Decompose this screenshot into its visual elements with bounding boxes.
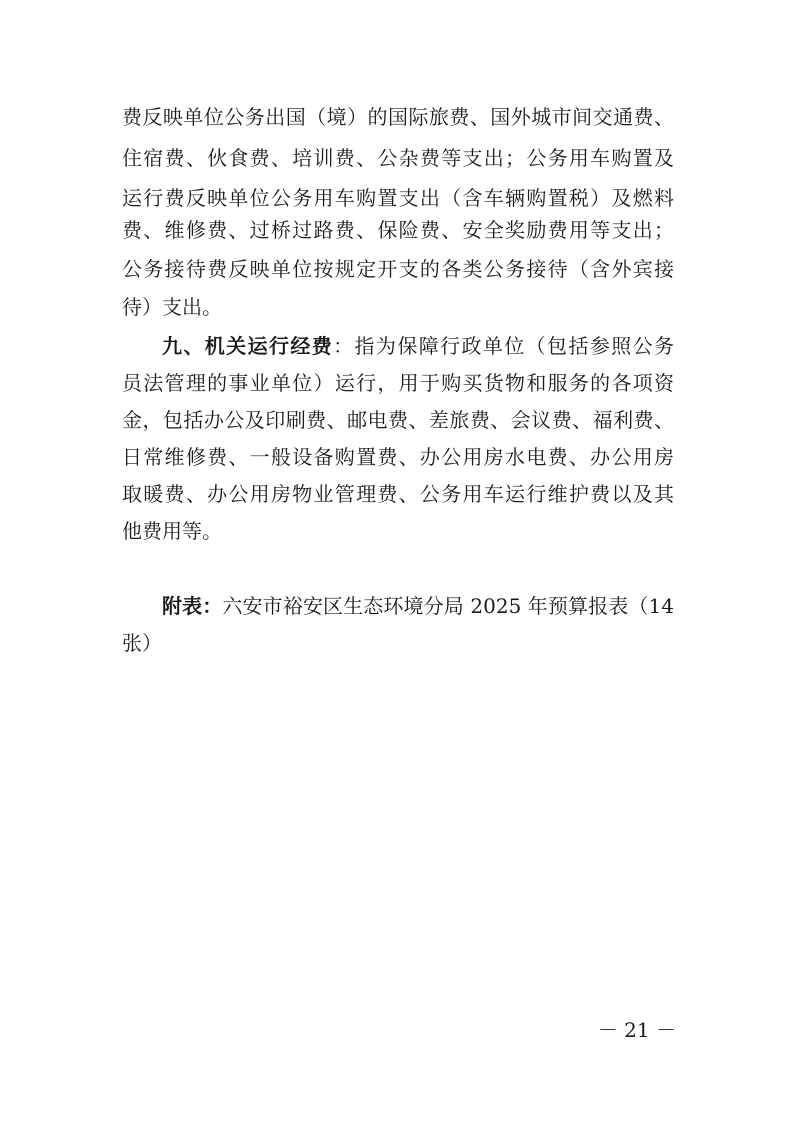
paragraph-9-line-3: 金，包括办公及印刷费、邮电费、差旅费、会议费、福利费、 xyxy=(122,408,674,432)
page-number: － 21 － xyxy=(597,1018,676,1042)
attachment-line-1 xyxy=(162,596,674,616)
paragraph-8-line-5: 公务接待费反映单位按规定开支的各类公务接待（含外宾接 xyxy=(122,257,674,281)
paragraph-9-heading: 九、机关运行经费 xyxy=(162,334,334,358)
paragraph-8-line-1: 费反映单位公务出国（境）的国际旅费、国外城市间交通费、 xyxy=(122,105,674,129)
paragraph-9-line-5: 取暖费、办公用房物业管理费、公务用车运行维护费以及其 xyxy=(122,482,674,506)
attachment-label: 附表： xyxy=(162,594,223,618)
attachment-text: 六安市裕安区生态环境分局 2025 年预算报表（14 xyxy=(222,594,675,618)
paragraph-9-line-1 xyxy=(162,336,674,356)
paragraph-8-line-4: 费、维修费、过桥过路费、保险费、安全奖励费用等支出； xyxy=(122,218,674,242)
paragraph-9-line-4: 日常维修费、一般设备购置费、办公用房水电费、办公用房 xyxy=(122,445,674,469)
paragraph-9-line-6: 他费用等。 xyxy=(122,519,222,543)
paragraph-9-line-2: 员法管理的事业单位）运行，用于购买货物和服务的各项资 xyxy=(122,371,674,395)
attachment-line-2: 张） xyxy=(122,631,162,655)
paragraph-9-first-line-text: ：指为保障行政单位（包括参照公务 xyxy=(333,334,675,358)
paragraph-8-line-2: 住宿费、伙食费、培训费、公杂费等支出；公务用车购置及 xyxy=(122,146,674,170)
paragraph-8-line-6: 待）支出。 xyxy=(122,295,222,319)
paragraph-8-line-3: 运行费反映单位公务用车购置支出（含车辆购置税）及燃料 xyxy=(122,186,674,210)
